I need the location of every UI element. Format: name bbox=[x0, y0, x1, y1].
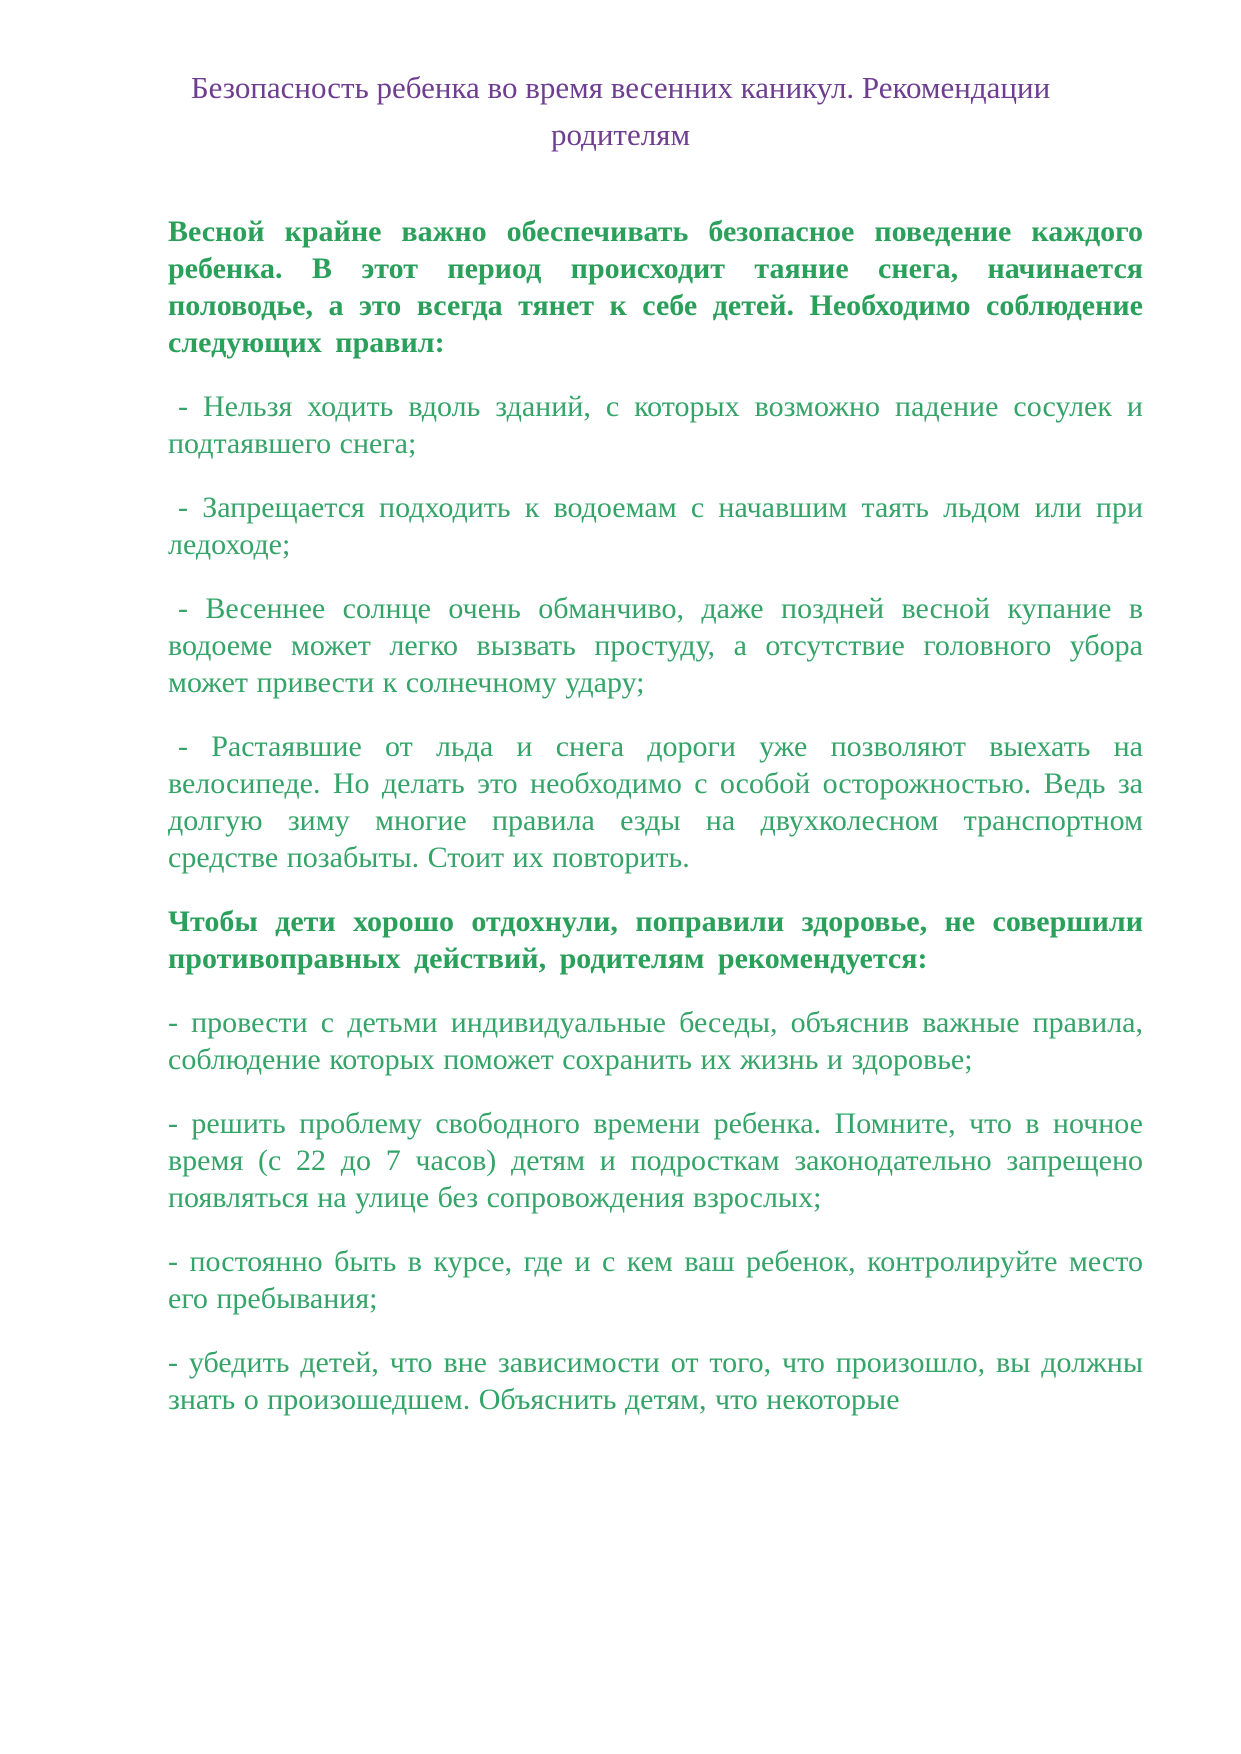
rule-item-bicycle: - Растаявшие от льда и снега дороги уже позволяют выехать на велосипеде. Но делать это необходимо с особой осторожностью. Ведь за долгую зиму многие правила езды на двухколесном транспортном средстве позабыты. Стоит их повторить. bbox=[168, 730, 1143, 874]
rule-item-icicles: - Нельзя ходить вдоль зданий, с которых возможно падение сосулек и подтаявшего снега; bbox=[168, 390, 1143, 460]
recommendations-heading-paragraph: Чтобы дети хорошо отдохнули, поправили здоровье, не совершили противоправных действий, родителям рекомендуется: bbox=[168, 905, 1143, 975]
intro-paragraph: Весной крайне важно обеспечивать безопасное поведение каждого ребенка. В этот период происходит таяние снега, начинается половодье, а это всегда тянет к себе детей. Необходимо соблюдение следующих правил: bbox=[168, 215, 1143, 359]
rule-item-spring-sun: - Весеннее солнце очень обманчиво, даже поздней весной купание в водоеме может легко вызвать простуду, а отсутствие головного убора может привести к солнечному удару; bbox=[168, 592, 1143, 699]
recommendation-item-trust: - убедить детей, что вне зависимости от того, что произошло, вы должны знать о произошедшем. Объяснить детям, что некоторые bbox=[168, 1346, 1143, 1416]
document-title: Безопасность ребенка во время весенних каникул. Рекомендации родителям bbox=[190, 70, 1051, 152]
document-body bbox=[0, 213, 1241, 1418]
recommendation-item-whereabouts: - постоянно быть в курсе, где и с кем ваш ребенок, контролируйте место его пребывания; bbox=[168, 1245, 1143, 1315]
recommendation-item-talks: - провести с детьми индивидуальные беседы, объяснив важные правила, соблюдение которых поможет сохранить их жизнь и здоровье; bbox=[168, 1006, 1143, 1076]
rule-item-thin-ice: - Запрещается подходить к водоемам с начавшим таять льдом или при ледоходе; bbox=[168, 491, 1143, 561]
recommendation-item-free-time: - решить проблему свободного времени ребенка. Помните, что в ночное время (с 22 до 7 часов) детям и подросткам законодательно запрещено появляться на улице без сопровождения взрослых; bbox=[168, 1107, 1143, 1214]
